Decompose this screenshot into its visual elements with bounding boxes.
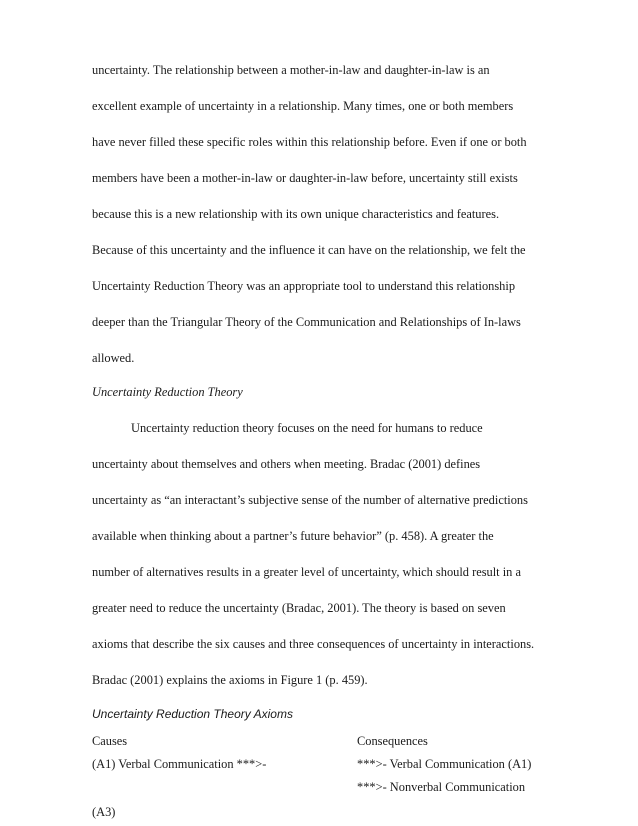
text-line: uncertainty as “an interactant’s subjective sense of the number of alternative predictions — [92, 493, 528, 507]
consequence-a1: ***>- Verbal Communication (A1) — [357, 757, 532, 771]
axiom-continuation: (A3) — [92, 805, 116, 819]
causes-label: Causes — [92, 734, 128, 748]
text-line: number of alternatives results in a greater level of uncertainty, which should result in a — [92, 565, 521, 579]
text-line: uncertainty about themselves and others when meeting. Bradac (2001) defines — [92, 457, 481, 471]
text-line: Bradac (2001) explains the axioms in Figure 1 (p. 459). — [92, 673, 368, 687]
axioms-heading: Uncertainty Reduction Theory Axioms — [92, 707, 293, 721]
text-line: because this is a new relationship with its own unique characteristics and features. — [92, 207, 500, 221]
consequences-label: Consequences — [357, 734, 428, 748]
text-line: have never filled these specific roles within this relationship before. Even if one or both — [92, 135, 527, 149]
text-line: allowed. — [92, 351, 135, 365]
text-line: axioms that describe the six causes and three consequences of uncertainty in interactions. — [92, 637, 535, 651]
text-line: greater need to reduce the uncertainty (Bradac, 2001). The theory is based on seven — [92, 601, 506, 615]
cause-a1: (A1) Verbal Communication ***>- — [92, 757, 267, 771]
text-line: available when thinking about a partner’s future behavior” (p. 458). A greater the — [92, 529, 494, 543]
text-line: Because of this uncertainty and the influence it can have on the relationship, we felt the — [92, 243, 526, 257]
text-line: members have been a mother-in-law or daughter-in-law before, uncertainty still exists — [92, 171, 518, 185]
section-heading: Uncertainty Reduction Theory — [92, 385, 243, 399]
text-line: Uncertainty Reduction Theory was an appropriate tool to understand this relationship — [92, 279, 516, 293]
text-line: deeper than the Triangular Theory of the Communication and Relationships of In-laws — [92, 315, 521, 329]
text-line: excellent example of uncertainty in a relationship. Many times, one or both members — [92, 99, 514, 113]
consequence-a3: ***>- Nonverbal Communication — [357, 780, 526, 794]
text-line: Uncertainty reduction theory focuses on the need for humans to reduce — [131, 421, 483, 435]
text-line: uncertainty. The relationship between a mother-in-law and daughter-in-law is an — [92, 63, 490, 77]
